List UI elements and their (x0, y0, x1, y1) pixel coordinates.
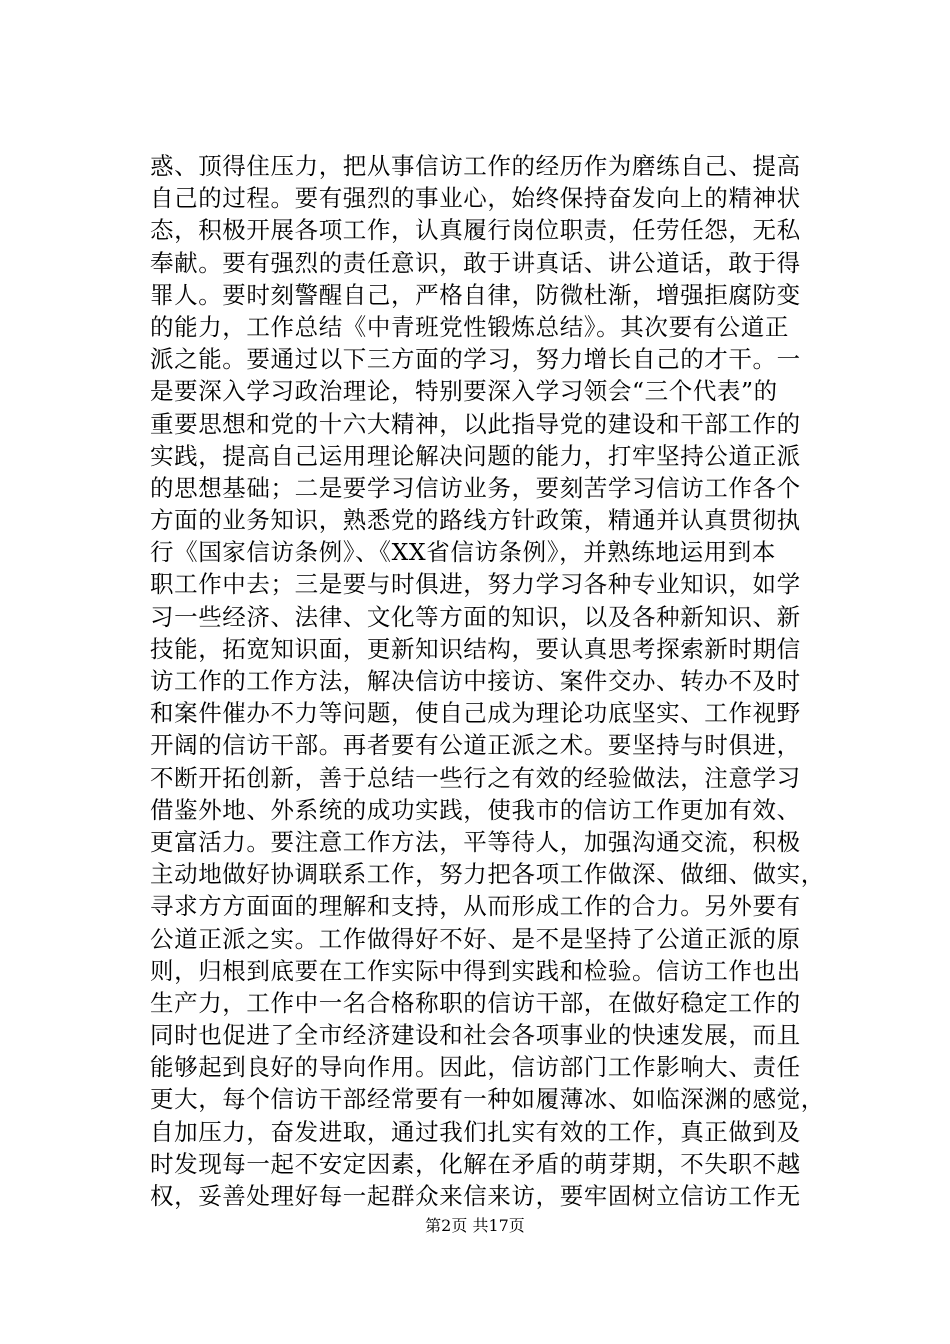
text-line: 自加压力，奋发进取，通过我们扎实有效的工作，真正做到及 (150, 1117, 801, 1146)
text-line: 开阔的信访干部。再者要有公道正派之术。要坚持与时俱进， (150, 731, 801, 760)
text-line: 行《国家信访条例》、《XX省信访条例》，并熟练地运用到本 (150, 538, 777, 567)
text-line: 能够起到良好的导向作用。因此，信访部门工作影响大、责任 (150, 1053, 801, 1082)
text-line: 习一些经济、法律、文化等方面的知识，以及各种新知识、新 (150, 602, 801, 631)
text-line: 主动地做好协调联系工作，努力把各项工作做深、做细、做实， (150, 860, 825, 889)
text-line: 借鉴外地、外系统的成功实践，使我市的信访工作更加有效、 (150, 795, 801, 824)
text-line: 权，妥善处理好每一起群众来信来访，要牢固树立信访工作无 (150, 1182, 801, 1210)
text-line: 不断开拓创新，善于总结一些行之有效的经验做法，注意学习 (150, 763, 801, 792)
text-line: 职工作中去；三是要与时俱进，努力学习各种专业知识，如学 (150, 570, 801, 599)
text-line: 重要思想和党的十六大精神，以此指导党的建设和干部工作的 (150, 409, 801, 438)
text-line: 态，积极开展各项工作，认真履行岗位职责，任劳任怨，无私 (150, 216, 801, 245)
text-line: 寻求方方面面的理解和支持，从而形成工作的合力。另外要有 (150, 892, 801, 921)
text-line: 同时也促进了全市经济建设和社会各项事业的快速发展，而且 (150, 1021, 801, 1050)
text-line: 时发现每一起不安定因素，化解在矛盾的萌芽期，不失职不越 (150, 1149, 801, 1178)
text-line: 生产力，工作中一名合格称职的信访干部，在做好稳定工作的 (150, 988, 801, 1017)
text-line: 奉献。要有强烈的责任意识，敢于讲真话、讲公道话，敢于得 (150, 248, 801, 277)
text-line: 的思想基础；二是要学习信访业务，要刻苦学习信访工作各个 (150, 473, 801, 502)
text-line: 惑、顶得住压力，把从事信访工作的经历作为磨练自己、提高 (150, 152, 801, 180)
text-line: 技能，拓宽知识面，更新知识结构，要认真思考探索新时期信 (150, 634, 801, 663)
text-line: 方面的业务知识，熟悉党的路线方针政策，精通并认真贯彻执 (150, 506, 801, 535)
body-text (150, 150, 840, 1212)
text-line: 的能力，工作总结《中青班党性锻炼总结》。其次要有公道正 (150, 312, 789, 341)
page-number-footer: 第2页 共17页 (425, 1216, 525, 1235)
text-line: 自己的过程。要有强烈的事业心，始终保持奋发向上的精神状 (150, 184, 801, 213)
text-line: 是要深入学习政治理论，特别要深入学习领会“三个代表”的 (150, 377, 778, 406)
text-line: 则，归根到底要在工作实际中得到实践和检验。信访工作也出 (150, 956, 801, 985)
text-line: 和案件催办不力等问题，使自己成为理论功底坚实、工作视野 (150, 699, 801, 728)
text-line: 罪人。要时刻警醒自己，严格自律，防微杜渐，增强拒腐防变 (150, 280, 801, 309)
text-line: 访工作的工作方法，解决信访中接访、案件交办、转办不及时 (150, 667, 801, 695)
text-line: 更大，每个信访干部经常要有一种如履薄冰、如临深渊的感觉， (150, 1085, 825, 1114)
text-line: 更富活力。要注意工作方法，平等待人，加强沟通交流，积极 (150, 827, 801, 856)
text-line: 公道正派之实。工作做得好不好、是不是坚持了公道正派的原 (150, 924, 801, 953)
text-line: 实践，提高自己运用理论解决问题的能力，打牢坚持公道正派 (150, 441, 801, 470)
text-line: 派之能。要通过以下三方面的学习，努力增长自己的才干。一 (150, 345, 801, 374)
